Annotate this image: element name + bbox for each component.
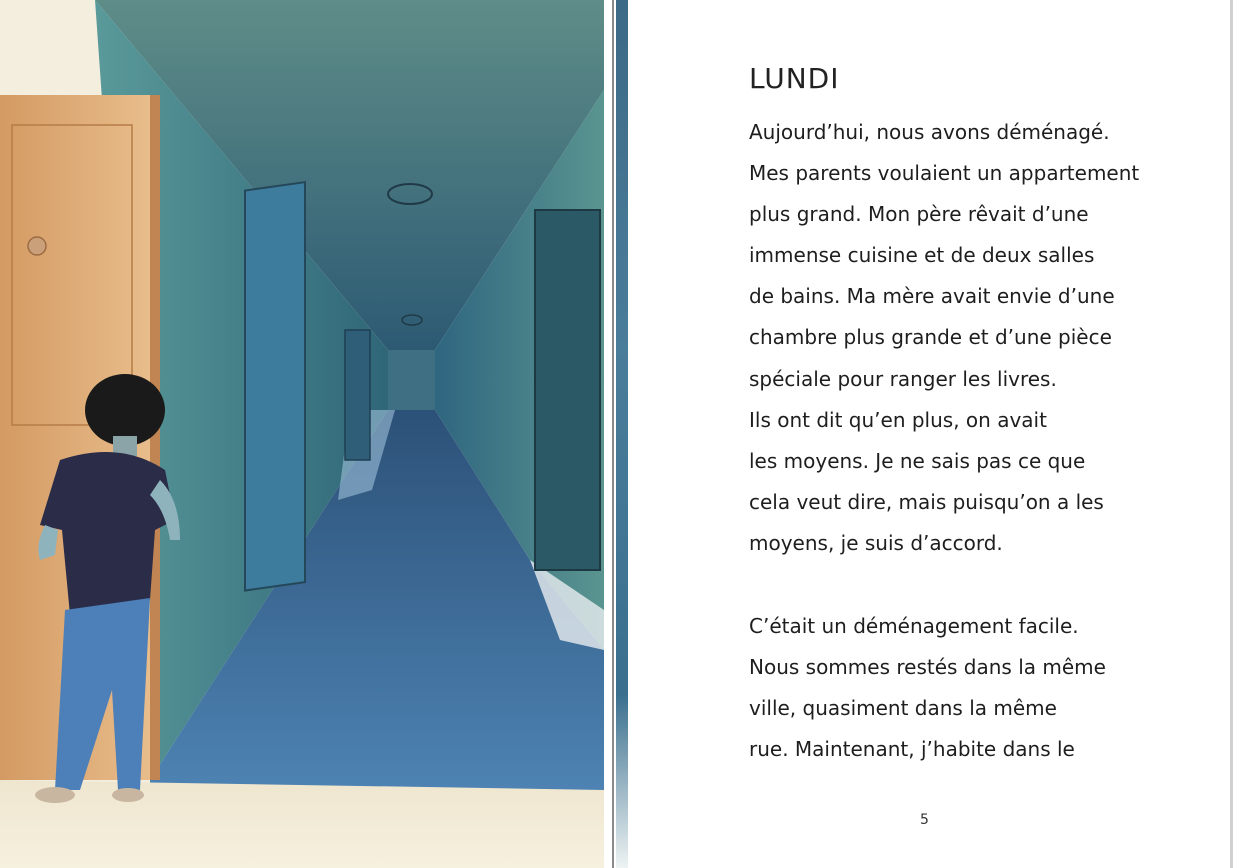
text-line: Ils ont dit qu’en plus, on avait bbox=[749, 407, 1047, 432]
paragraph-2 bbox=[749, 612, 1106, 776]
illustration-page bbox=[0, 0, 604, 868]
boy-foot-right bbox=[112, 788, 144, 802]
text-line: Mes parents voulaient un appartement bbox=[749, 161, 1140, 186]
hallway-end-wall bbox=[388, 350, 435, 410]
text-line: moyens, je suis d’accord. bbox=[749, 530, 1003, 555]
boy-foot-left bbox=[35, 787, 75, 803]
left-wall-door-2 bbox=[345, 330, 370, 460]
text-line: Aujourd’hui, nous avons déménagé. bbox=[749, 120, 1110, 144]
light-floor-strip bbox=[0, 780, 604, 868]
gutter-line bbox=[612, 0, 614, 868]
text-line: de bains. Ma mère avait envie d’une bbox=[749, 284, 1115, 309]
door-peephole bbox=[28, 237, 46, 255]
text-line: immense cuisine et de deux salles bbox=[749, 243, 1095, 268]
text-line: les moyens. Je ne sais pas ce que bbox=[749, 448, 1086, 473]
door-edge bbox=[150, 95, 160, 780]
left-wall-door-1 bbox=[245, 182, 305, 590]
text-line: ville, quasiment dans la même bbox=[749, 696, 1057, 721]
text-line: spéciale pour ranger les livres. bbox=[749, 366, 1057, 391]
text-line: rue. Maintenant, j’habite dans le bbox=[749, 737, 1075, 762]
hallway-illustration bbox=[0, 0, 604, 868]
text-page bbox=[628, 0, 1233, 868]
text-line: C’était un déménagement facile. bbox=[749, 614, 1079, 638]
book-gutter bbox=[604, 0, 616, 868]
text-line: chambre plus grande et d’une pièce bbox=[749, 325, 1112, 350]
boy-hair bbox=[85, 374, 165, 446]
paragraph-1 bbox=[749, 118, 1139, 570]
text-line: cela veut dire, mais puisqu’on a les bbox=[749, 489, 1104, 514]
chapter-title: LUNDI bbox=[749, 62, 840, 95]
text-line: Nous sommes restés dans la même bbox=[749, 655, 1106, 680]
illustration-bleed-strip bbox=[616, 0, 628, 868]
right-wall-door bbox=[535, 210, 600, 570]
text-line: plus grand. Mon père rêvait d’une bbox=[749, 202, 1089, 227]
page-number: 5 bbox=[920, 812, 929, 828]
